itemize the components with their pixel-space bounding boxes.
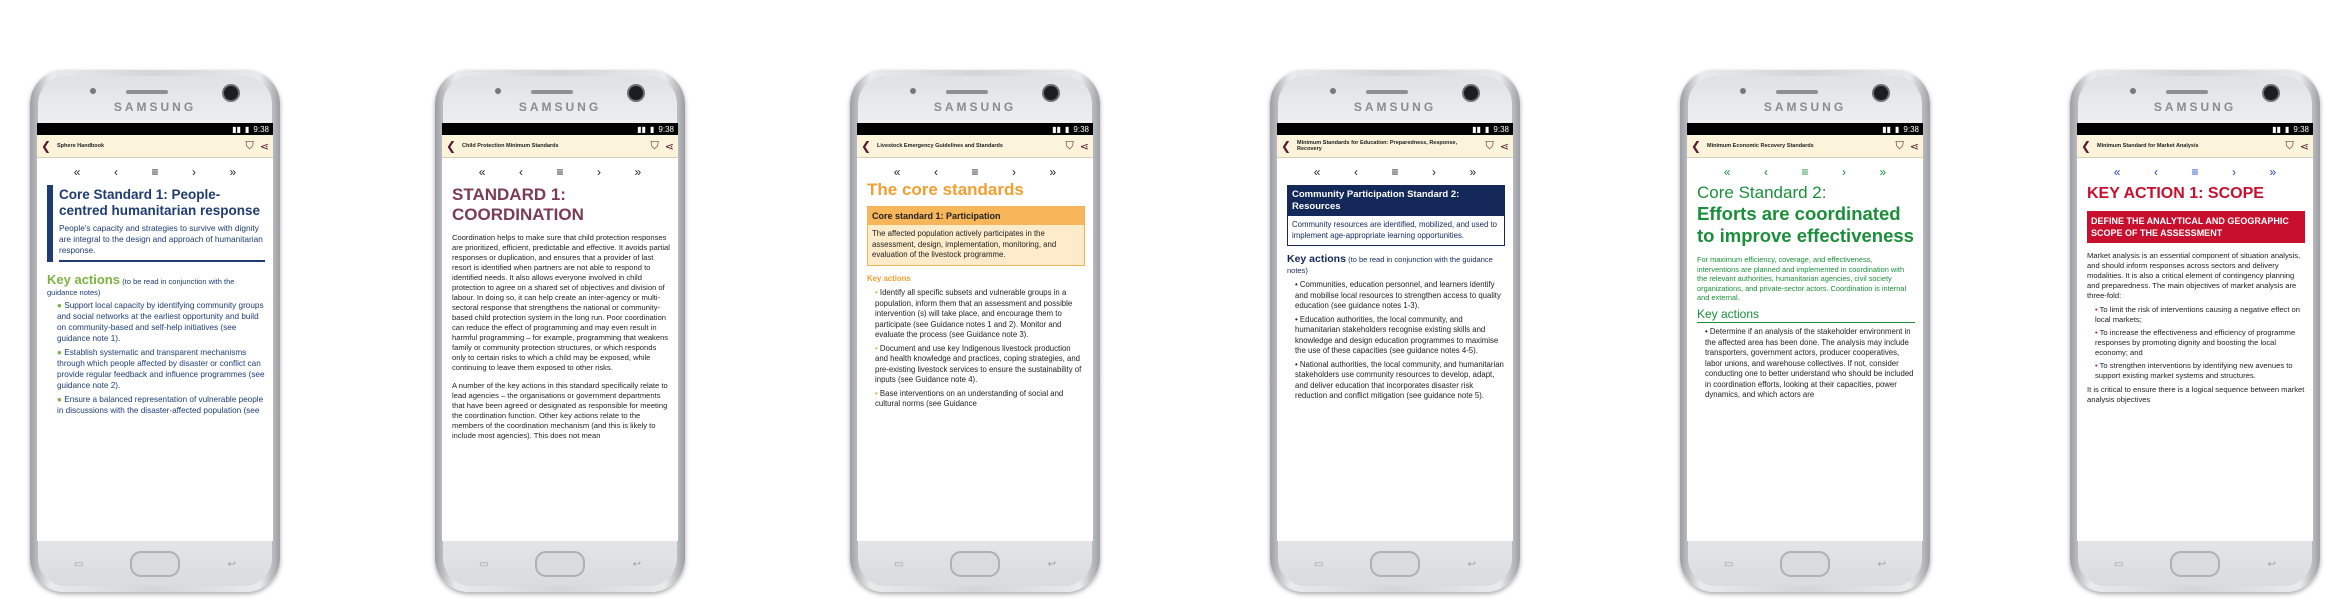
bookmark-icon[interactable]: ⛉ [1485, 139, 1494, 152]
app-bar [1277, 135, 1513, 158]
home-button[interactable] [535, 551, 585, 577]
list-item: • Communities, education personnel, and learners identify and mobilise local resources to strengthen access to quality education (see guidance notes 1-3). [1295, 280, 1501, 310]
last-page-button[interactable]: » [2269, 165, 2277, 179]
status-bar [1687, 123, 1923, 135]
list-item-text: Document and use key Indigenous livestock production and health knowledge and practices, coping strategies, and pre-existing livestock services to ensure the sustainability of inputs (see Guidance note 4). [875, 343, 1082, 384]
key-actions-list [1287, 280, 1505, 402]
menu-button[interactable]: ≡ [1391, 165, 1399, 179]
earpiece-speaker [1366, 90, 1408, 94]
prev-page-button[interactable]: ‹ [933, 165, 938, 179]
signal-icon: ▮▮ [1052, 124, 1062, 134]
list-item-text: To limit the risk of interventions causing a negative effect on local markets; [2095, 305, 2300, 324]
signal-icon: ▮▮ [232, 124, 242, 134]
proximity-sensor [495, 88, 501, 94]
page-content [1687, 183, 1923, 401]
next-page-button[interactable]: › [192, 165, 196, 179]
list-item: • Determine if an analysis of the stakeholder environment in the affected area has been done. The analysis may include transporters, government actors, producer cooperatives, labor unions, and warehouse collectives. If not, consider conducting one to better understand who should be included in coordination efforts, looking at their capacities, power dynamics, and which actors are [1705, 327, 1914, 399]
page-navigation [2077, 158, 2313, 183]
app-title: Minimum Standard for Market Analysis [2097, 143, 2199, 149]
page-content [857, 180, 1093, 410]
list-item: • National authorities, the local community, and humanitarian stakeholders use community resources to develop, adapt, and deliver education that incorporates disaster risk reduction and conflict mitigation (see guidance note 5). [1295, 359, 1504, 400]
standard-box-body: The affected population actively participates in the assessment, design, implementation, monitoring, and evaluation of the livestock programme. [872, 229, 1057, 259]
prev-page-button[interactable]: ‹ [518, 165, 523, 179]
screen [37, 123, 273, 541]
phone-education [1270, 70, 1520, 592]
first-page-button[interactable]: « [2113, 165, 2121, 179]
back-arrow-icon[interactable]: ❮ [446, 139, 457, 153]
app-bar [37, 135, 273, 158]
list-item-text: To strengthen interventions by identifying new avenues to support existing market systems and structures. [2095, 361, 2293, 380]
back-key[interactable]: ↩ [632, 559, 641, 570]
phone-sphere [30, 70, 280, 592]
home-button[interactable] [950, 551, 1000, 577]
list-item: • To increase the effectiveness and efficiency of programme responses by promoting dignity and boosting the local economy; and [2095, 328, 2296, 357]
status-time: 9:38 [658, 124, 674, 134]
back-key[interactable]: ↩ [1877, 559, 1886, 570]
page-navigation [1687, 158, 1923, 183]
prev-page-button[interactable]: ‹ [1763, 165, 1768, 179]
menu-button[interactable]: ≡ [971, 165, 979, 179]
next-page-button[interactable]: › [2232, 165, 2236, 179]
prev-page-button[interactable]: ‹ [2153, 165, 2158, 179]
back-key[interactable]: ↩ [1467, 559, 1476, 570]
page-title: Community Participation Standard 2: Resources [1288, 186, 1504, 216]
brand-logo: SAMSUNG [518, 100, 602, 114]
battery-icon: ▮ [1065, 124, 1070, 134]
list-item: • Identify all specific subsets and vulnerable groups in a population, inform them that an assessment and possible intervention (s) will take place, and encourage them to participate (see Guidance notes 1 and 2). Monitor and evaluate the process (see Guidance note 3). [875, 288, 1073, 339]
recent-apps-key[interactable]: ▭ [479, 559, 489, 570]
home-button[interactable] [130, 551, 180, 577]
app-title: Minimum Economic Recovery Standards [1707, 143, 1814, 149]
phone-child-protection [435, 70, 685, 592]
screen [1687, 123, 1923, 541]
list-item-text: Communities, education personnel, and learners identify and mobilise local resources to strengthen access to quality education (see guidance notes 1-3). [1295, 280, 1501, 310]
share-icon[interactable]: ⋖ [1909, 140, 1919, 153]
standard-box-title: Core standard 1: Participation [868, 207, 1084, 226]
body-paragraph: A number of the key actions in this standard specifically relate to lead agencies – the organisations or government departments that have been agreed or designated as responsible for meeting the coordination function. Other key actions relate to the members of the coordination mechanism (and this is likely to include most agencies). This does not mean [452, 381, 668, 440]
list-item-text: To increase the effectiveness and efficiency of programme responses by promoting dignity and boosting the local economy; and [2095, 328, 2296, 357]
home-button[interactable] [1780, 551, 1830, 577]
page-content [442, 185, 678, 441]
earpiece-speaker [126, 90, 168, 94]
share-icon[interactable]: ⋖ [664, 140, 674, 153]
status-bar [37, 123, 273, 135]
proximity-sensor [90, 88, 96, 94]
signal-icon: ▮▮ [1882, 124, 1892, 134]
list-item: • Document and use key Indigenous livestock production and health knowledge and practices, coping strategies, and pre-existing livestock services to ensure the sustainability of inputs (see Guidance note 4). [875, 343, 1082, 384]
earpiece-speaker [1776, 90, 1818, 94]
list-item-text: Determine if an analysis of the stakeholder environment in the affected area has been done. The analysis may include transporters, government actors, producer cooperatives, labor unions, and warehouse collectives. If not, consider conducting one to better understand who should be included in coordination efforts, looking at their capacities, power dynamics, and which actors are [1705, 327, 1914, 399]
prev-page-button[interactable]: ‹ [1353, 165, 1358, 179]
recent-apps-key[interactable]: ▭ [74, 559, 84, 570]
screen [442, 123, 678, 541]
next-page-button[interactable]: › [597, 165, 601, 179]
list-item-text: Support local capacity by identifying community groups and social networks at the earliest opportunity and build on community-based and self-help initiatives (see guidance note 1). [57, 301, 264, 343]
screen [857, 123, 1093, 541]
list-item-text: Education authorities, the local community, and humanitarian stakeholders recognise existing skills and knowledge and design education programmes to maximise the use of these capacities (see guidance notes 4-5). [1295, 314, 1499, 355]
first-page-button[interactable]: « [478, 165, 486, 179]
status-bar [2077, 123, 2313, 135]
back-key[interactable]: ↩ [2267, 559, 2276, 570]
app-title: Livestock Emergency Guidelines and Standards [877, 143, 1003, 149]
status-time: 9:38 [2293, 124, 2309, 134]
app-title: Sphere Handbook [57, 143, 105, 149]
body-paragraph: Market analysis is an essential component of situation analysis, and should inform responses across sectors and delivery modalities. It is also a critical element of contingency planning and preparedness. The main objectives of market analysis are three-fold: [2087, 251, 2301, 300]
brand-logo: SAMSUNG [113, 100, 197, 114]
page-title: Core Standard 1: People-centred humanitarian response [59, 187, 261, 218]
page-title: STANDARD 1: COORDINATION [452, 185, 584, 224]
earpiece-speaker [2166, 90, 2208, 94]
key-actions-list [47, 300, 265, 416]
standard-statement: Community resources are identified, mobilized, and used to implement age-appropriate learning opportunities. [1292, 220, 1497, 240]
standard-box [1287, 185, 1505, 246]
page-content [1277, 185, 1513, 402]
prev-page-button[interactable]: ‹ [113, 165, 118, 179]
proximity-sensor [2130, 88, 2136, 94]
recent-apps-key[interactable]: ▭ [894, 559, 904, 570]
recent-apps-key[interactable]: ▭ [1314, 559, 1324, 570]
phone-economic-recovery [1680, 70, 1930, 592]
battery-icon: ▮ [1485, 124, 1490, 134]
earpiece-speaker [531, 90, 573, 94]
status-bar [1277, 123, 1513, 135]
app-bar [857, 135, 1093, 158]
last-page-button[interactable]: » [1879, 165, 1887, 179]
first-page-button[interactable]: « [893, 165, 901, 179]
share-icon[interactable]: ⋖ [2299, 140, 2309, 153]
page-navigation [1277, 158, 1513, 183]
home-button[interactable] [2170, 551, 2220, 577]
key-actions-heading [1287, 254, 1505, 276]
list-item-text: Identify all specific subsets and vulnerable groups in a population, inform them that an assessment and possible intervention (s) will take place, and encourage them to participate (see Guidance notes 1 and 2). Monitor and evaluate the process (see Guidance note 3). [875, 288, 1073, 339]
action-box-title: DEFINE THE ANALYTICAL AND GEOGRAPHIC SCOPE OF THE ASSESSMENT [2087, 211, 2305, 243]
menu-button[interactable]: ≡ [151, 165, 159, 179]
first-page-button[interactable]: « [1723, 165, 1731, 179]
first-page-button[interactable]: « [1313, 165, 1321, 179]
list-item: ● Ensure a balanced representation of vulnerable people in discussions with the disaster-affected population (see [57, 395, 264, 415]
page-content [37, 185, 273, 416]
bookmark-icon[interactable]: ⛉ [650, 139, 659, 152]
app-bar [442, 135, 678, 158]
back-arrow-icon[interactable]: ❮ [41, 139, 52, 153]
list-item: • To limit the risk of interventions causing a negative effect on local markets; [2095, 305, 2300, 324]
proximity-sensor [1330, 88, 1336, 94]
key-actions-label: Key actions [1287, 253, 1346, 265]
proximity-sensor [1740, 88, 1746, 94]
share-icon[interactable]: ⋖ [259, 140, 269, 153]
next-page-button[interactable]: › [1432, 165, 1436, 179]
share-icon[interactable]: ⋖ [1079, 140, 1089, 153]
standard-block [47, 185, 265, 262]
status-time: 9:38 [1493, 124, 1509, 134]
page-navigation [37, 158, 273, 183]
signal-icon: ▮▮ [637, 124, 647, 134]
key-actions-label: Key actions [867, 273, 911, 283]
objectives-list [2087, 305, 2305, 381]
screen [2077, 123, 2313, 541]
app-bar [1687, 135, 1923, 158]
next-page-button[interactable]: › [1012, 165, 1016, 179]
standard-box [867, 206, 1085, 266]
bookmark-icon[interactable]: ⛉ [1895, 139, 1904, 152]
next-page-button[interactable]: › [1842, 165, 1846, 179]
brand-logo: SAMSUNG [2153, 100, 2237, 114]
key-actions-note: (to be read in conjunction with the guidance notes) [47, 277, 235, 297]
app-title: Child Protection Minimum Standards [462, 143, 559, 149]
status-time: 9:38 [1903, 124, 1919, 134]
last-page-button[interactable]: » [1049, 165, 1057, 179]
page-title: KEY ACTION 1: SCOPE [2087, 185, 2264, 202]
recent-apps-key[interactable]: ▭ [1724, 559, 1734, 570]
list-item: • To strengthen interventions by identifying new avenues to support existing market systems and structures. [2095, 361, 2293, 380]
brand-logo: SAMSUNG [1763, 100, 1847, 114]
key-actions-note: (to be read in conjunction with the guidance notes) [1287, 255, 1493, 275]
battery-icon: ▮ [650, 124, 655, 134]
standard-statement: People's capacity and strategies to survive with dignity are integral to the design and approach of humanitarian response. [59, 223, 265, 262]
page-navigation [442, 158, 678, 183]
key-actions-list [1697, 327, 1915, 401]
standard-statement: For maximum efficiency, coverage, and effectiveness, interventions are planned and implemented in coordination with the relevant authorities, humanitarian agencies, civil society organizations, and private-sector actors. Coordination is internal and external. [1697, 255, 1907, 302]
back-arrow-icon[interactable]: ❮ [2081, 139, 2092, 153]
status-time: 9:38 [1073, 124, 1089, 134]
page-content [2077, 184, 2313, 405]
list-item-text: National authorities, the local community, and humanitarian stakeholders use community resources to develop, adapt, and deliver education that incorporates disaster risk reduction and conflict mitigation (see guidance note 5). [1295, 359, 1504, 400]
key-actions-label: Key actions [47, 272, 120, 287]
back-arrow-icon[interactable]: ❮ [861, 139, 872, 153]
proximity-sensor [910, 88, 916, 94]
back-key[interactable]: ↩ [227, 559, 236, 570]
last-page-button[interactable]: » [1469, 165, 1477, 179]
battery-icon: ▮ [1895, 124, 1900, 134]
bookmark-icon[interactable]: ⛉ [245, 139, 254, 152]
phone-market-analysis [2070, 70, 2320, 592]
status-time: 9:38 [253, 124, 269, 134]
signal-icon: ▮▮ [1472, 124, 1482, 134]
list-item: ● Establish systematic and transparent mechanisms through which people affected by disaster or conflict can provide regular feedback and influence programmes (see guidance note 2). [57, 348, 265, 390]
list-item: • Education authorities, the local community, and humanitarian stakeholders recognise existing skills and knowledge and design education programmes to maximise the use of these capacities (see guidance notes 4-5). [1295, 314, 1499, 355]
key-actions-heading [47, 274, 265, 298]
key-actions-list [867, 288, 1085, 410]
back-key[interactable]: ↩ [1047, 559, 1056, 570]
battery-icon: ▮ [2285, 124, 2290, 134]
last-page-button[interactable]: » [229, 165, 237, 179]
back-arrow-icon[interactable]: ❮ [1281, 139, 1292, 153]
back-arrow-icon[interactable]: ❮ [1691, 139, 1702, 153]
key-actions-label: Key actions [1697, 309, 1915, 324]
phone-livestock [850, 70, 1100, 592]
body-paragraph: It is critical to ensure there is a logical sequence between market analysis objectives [2087, 385, 2305, 404]
status-bar [857, 123, 1093, 135]
list-item: • Base interventions on an understanding of social and cultural norms (see Guidance [875, 388, 1064, 408]
last-page-button[interactable]: » [634, 165, 642, 179]
brand-logo: SAMSUNG [933, 100, 1017, 114]
screen [1277, 123, 1513, 541]
list-item-text: Base interventions on an understanding of social and cultural norms (see Guidance [875, 388, 1064, 408]
bookmark-icon[interactable]: ⛉ [1065, 139, 1074, 152]
menu-button[interactable]: ≡ [1801, 165, 1809, 179]
earpiece-speaker [946, 90, 988, 94]
menu-button[interactable]: ≡ [2191, 165, 2199, 179]
page-title-light: Core Standard 2: [1697, 183, 1827, 202]
body-paragraph: Coordination helps to make sure that child protection responses are prioritized, efficient, predictable and effective. It avoids partial responses or duplication, and ensures that a provider of last resort is identified when partners are not able to respond to identified needs. It also allows everyone involved in child protection to agree on a shared set of objectives and division of labour. In doing so, it can help create an inter-agency or multi-sectoral response that strengthens the national or community-based child protection system in the long run. Poor coordination can reduce the effect of programming and may even result in harmful programming – for example, programming that weakens family or community protection structures, or which responds only to certain risks to which a child may be exposed, while continuing to leave them exposed to other risks. [452, 233, 670, 372]
recent-apps-key[interactable]: ▭ [2114, 559, 2124, 570]
list-item-text: Ensure a balanced representation of vulnerable people in discussions with the disaster-affected population (see [57, 395, 264, 415]
bookmark-icon[interactable]: ⛉ [2285, 139, 2294, 152]
list-item-text: Establish systematic and transparent mechanisms through which people affected by disaster or conflict can provide regular feedback and influence programmes (see guidance note 2). [57, 348, 265, 390]
status-bar [442, 123, 678, 135]
home-button[interactable] [1370, 551, 1420, 577]
first-page-button[interactable]: « [73, 165, 81, 179]
app-title: Minimum Standards for Education: Preparedness, Response, Recovery [1297, 140, 1458, 152]
page-title: Efforts are coordinated to improve effectiveness [1697, 203, 1914, 246]
page-title: The core standards [867, 180, 1024, 199]
app-bar [2077, 135, 2313, 158]
battery-icon: ▮ [245, 124, 250, 134]
brand-logo: SAMSUNG [1353, 100, 1437, 114]
menu-button[interactable]: ≡ [556, 165, 564, 179]
signal-icon: ▮▮ [2272, 124, 2282, 134]
share-icon[interactable]: ⋖ [1499, 140, 1509, 153]
list-item: ● Support local capacity by identifying community groups and social networks at the earliest opportunity and build on community-based and self-help initiatives (see guidance note 1). [57, 301, 264, 343]
